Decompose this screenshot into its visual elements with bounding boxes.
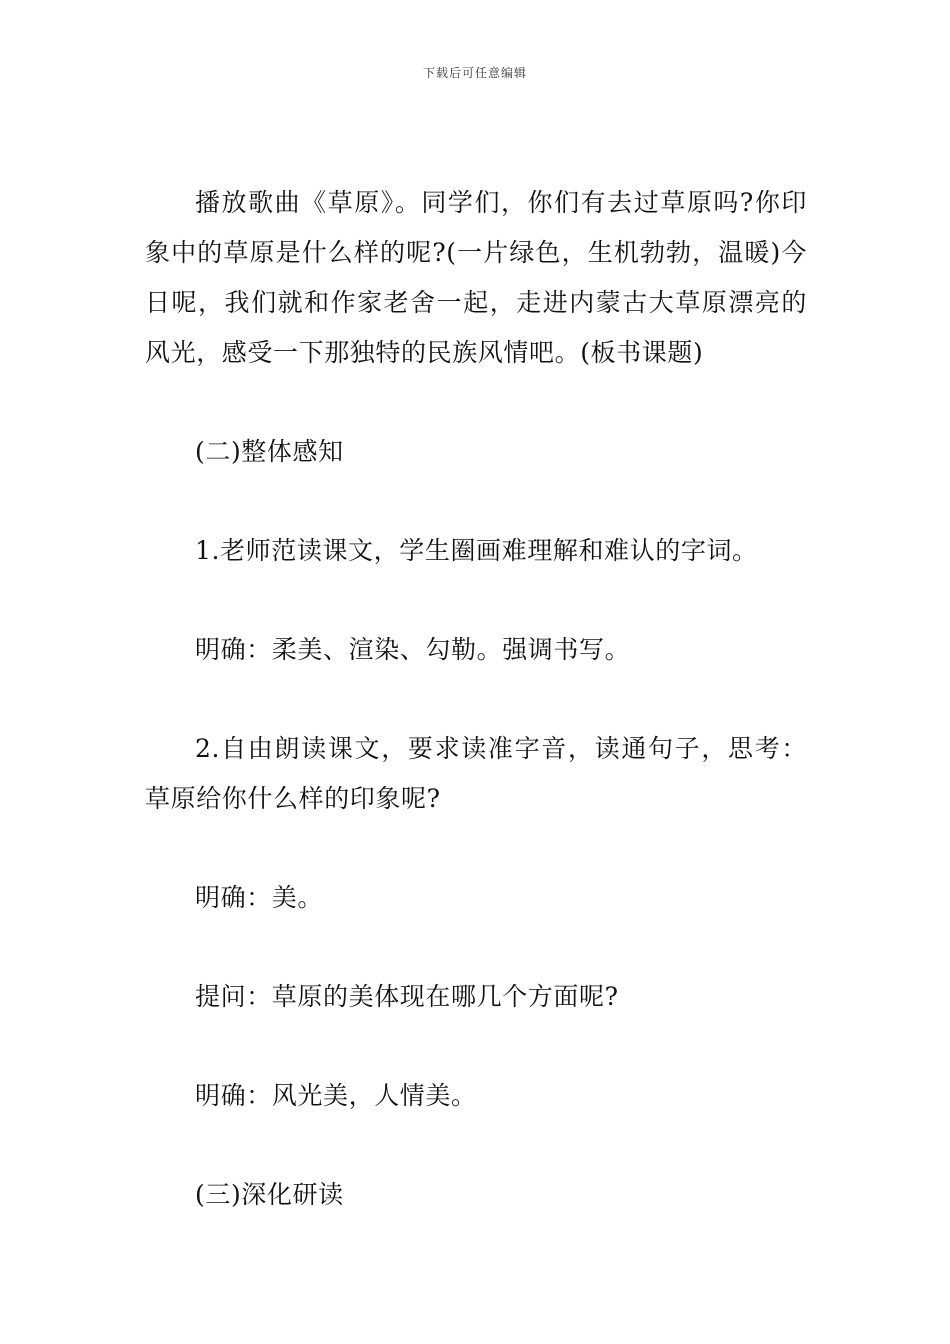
paragraph-intro: 播放歌曲《草原》。同学们，你们有去过草原吗?你印象中的草原是什么样的呢?(一片绿色，生机勃勃，温暖)今日呢，我们就和作家老舍一起，走进内蒙古大草原漂亮的风光，感受一下那独特的民族风情吧。(板书课题) xyxy=(145,188,807,367)
page-header: 下载后可任意编辑 xyxy=(422,66,527,80)
document-body xyxy=(145,178,807,1269)
paragraph-clarify-aspects: 明确：风光美，人情美。 xyxy=(195,1081,477,1110)
section-heading-overall-perception: (二)整体感知 xyxy=(195,437,344,466)
paragraph-question: 提问：草原的美体现在哪几个方面呢? xyxy=(195,982,619,1011)
paragraph-step-1: 1.老师范读课文，学生圈画难理解和难认的字词。 xyxy=(195,536,758,565)
paragraph-clarify-beauty: 明确：美。 xyxy=(195,883,324,912)
paragraph-clarify-words: 明确：柔美、渲染、勾勒。强调书写。 xyxy=(195,635,631,664)
paragraph-step-2: 2.自由朗读课文，要求读准字音，读通句子，思考：草原给你什么样的印象呢? xyxy=(145,734,807,813)
section-heading-deep-reading: (三)深化研读 xyxy=(195,1180,344,1209)
